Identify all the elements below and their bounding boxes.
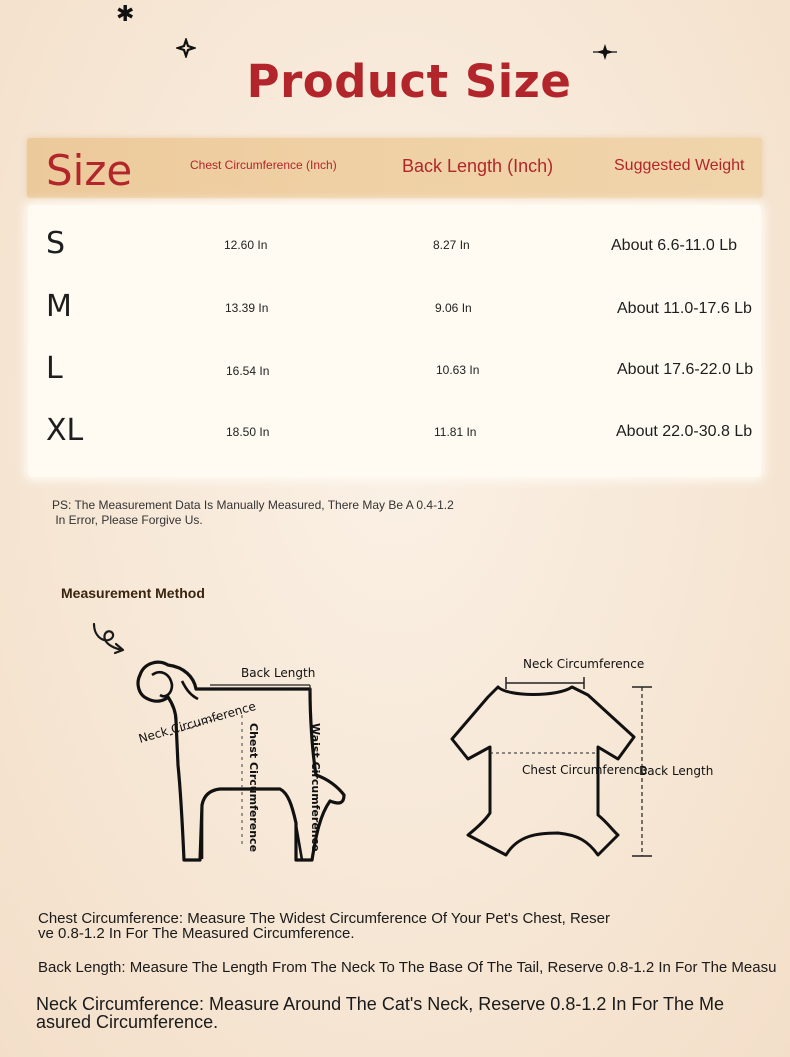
dog-measurement-diagram xyxy=(130,655,360,870)
shirt-label-back-length: Back Length xyxy=(639,764,714,778)
table-cell-back: 8.27 In xyxy=(433,238,470,252)
desc-line: asured Circumference. xyxy=(36,1012,219,1032)
dog-label-back-length: Back Length xyxy=(241,666,316,680)
header-weight: Suggested Weight xyxy=(614,157,745,174)
table-cell-back: 11.81 In xyxy=(434,425,477,439)
header-size: Size xyxy=(46,146,133,195)
table-cell-chest: 12.60 In xyxy=(224,238,268,252)
dog-label-neck: Neck Circumference xyxy=(136,699,258,746)
back-length-description xyxy=(38,960,790,975)
shirt-label-chest: Chest Circumference xyxy=(522,763,648,777)
table-cell-back: 10.63 In xyxy=(436,363,480,377)
table-cell-weight: About 6.6-11.0 Lb xyxy=(611,237,738,254)
table-cell-size: M xyxy=(46,289,72,324)
dog-label-waist: Waist Circumference xyxy=(309,723,322,852)
measurement-method-title: Measurement Method xyxy=(61,585,205,601)
desc-line: Back Length: Measure The Length From The Neck To The Base Of The Tail, Reserve 0.8-1.2 In For The Measu xyxy=(38,960,777,975)
desc-line: Neck Circumference: Measure Around The Cat's Neck, Reserve 0.8-1.2 In For The Me xyxy=(36,994,725,1014)
table-cell-weight: About 11.0-17.6 Lb xyxy=(617,300,752,317)
table-cell-chest: 13.39 In xyxy=(225,301,269,315)
header-back-length: Back Length (Inch) xyxy=(402,156,554,176)
page-title: Product Size xyxy=(246,55,572,108)
table-cell-chest: 18.50 In xyxy=(226,425,270,439)
desc-line: ve 0.8-1.2 In For The Measured Circumference. xyxy=(38,925,355,942)
desc-line: Chest Circumference: Measure The Widest Circumference Of Your Pet's Chest, Reser xyxy=(38,910,610,927)
shirt-measurement-diagram xyxy=(448,655,718,865)
table-cell-size: S xyxy=(46,226,66,261)
table-cell-size: L xyxy=(46,351,63,386)
chest-description xyxy=(38,911,610,941)
neck-description xyxy=(36,995,724,1031)
swirl-arrow-icon xyxy=(88,618,132,658)
note-line: PS: The Measurement Data Is Manually Measured, There May Be A 0.4-1.2 xyxy=(52,498,454,512)
table-cell-back: 9.06 In xyxy=(435,301,472,315)
table-cell-weight: About 22.0-30.8 Lb xyxy=(616,423,753,440)
dog-label-chest: Chest Circumference xyxy=(247,723,260,853)
note-line: In Error, Please Forgive Us. xyxy=(52,513,203,527)
table-cell-weight: About 17.6-22.0 Lb xyxy=(617,361,754,378)
shirt-label-neck: Neck Circumference xyxy=(523,657,645,671)
table-cell-size: XL xyxy=(46,413,84,448)
star-icon: ✱ xyxy=(116,2,135,27)
header-chest: Chest Circumference (Inch) xyxy=(190,158,337,172)
measurement-note xyxy=(52,498,492,528)
table-cell-chest: 16.54 In xyxy=(226,364,270,378)
